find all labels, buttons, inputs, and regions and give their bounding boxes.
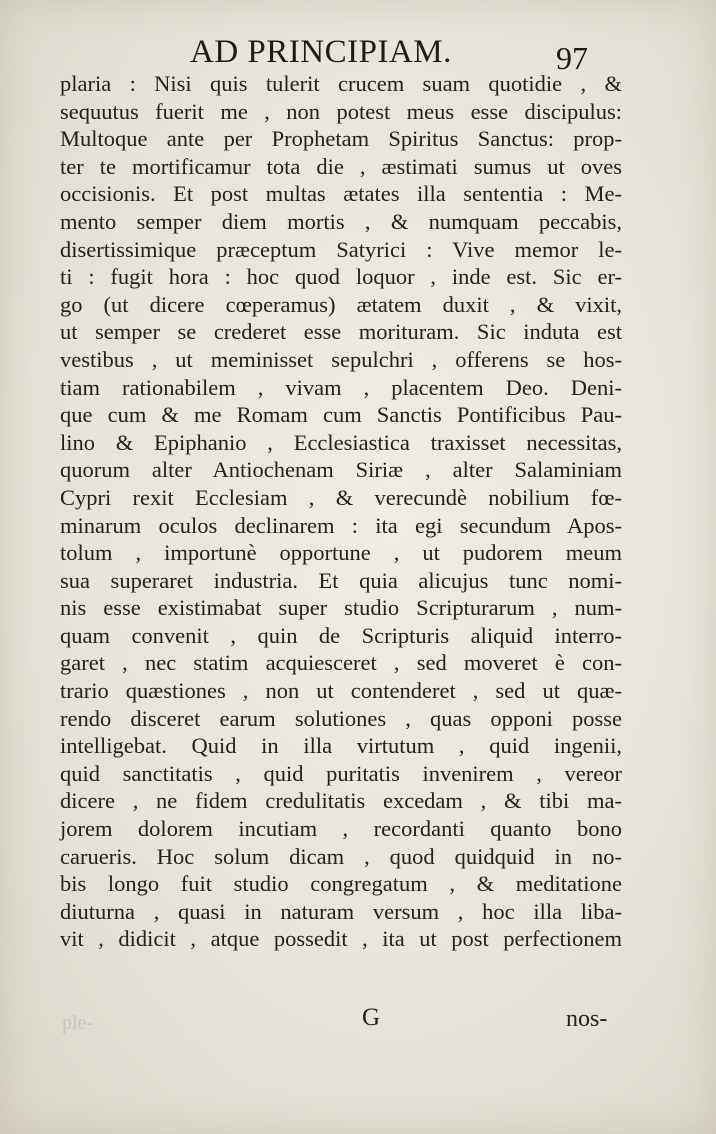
text-line: garet , nec statim acquiesceret , sed moveret è con- bbox=[60, 650, 622, 676]
text-line: carueris. Hoc solum dicam , quod quidquid in no- bbox=[60, 843, 622, 869]
text-line: quam convenit , quin de Scripturis aliquid interro- bbox=[60, 622, 622, 648]
text-line: tiam rationabilem , vivam , placentem Deo. Deni- bbox=[60, 374, 622, 400]
text-line: minarum oculos declinarem : ita egi secundum Apos- bbox=[60, 512, 622, 538]
text-line: sua superaret industria. Et quia alicujus tunc nomi- bbox=[60, 567, 622, 593]
text-line: tolum , importunè opportune , ut pudorem meum bbox=[60, 540, 622, 566]
text-line: mento semper diem mortis , & numquam peccabis, bbox=[60, 208, 622, 234]
text-line: Cypri rexit Ecclesiam , & verecundè nobilium fœ- bbox=[60, 484, 622, 510]
catchword: nos- bbox=[566, 1006, 608, 1032]
text-line: nis esse existimabat super studio Scripturarum , num- bbox=[60, 595, 622, 621]
running-head-title: AD PRINCIPIAM. bbox=[190, 34, 452, 70]
text-line: ti : fugit hora : hoc quod loquor , inde est. Sic er- bbox=[60, 264, 622, 290]
text-line: vestibus , ut meminisset sepulchri , offerens se hos- bbox=[60, 346, 622, 372]
text-line: occisionis. Et post multas ætates illa sententia : Me- bbox=[60, 181, 622, 207]
text-line: go (ut dicere cœperamus) ætatem duxit , & vixit, bbox=[60, 291, 622, 317]
text-line: quorum alter Antiochenam Siriæ , alter Salaminiam bbox=[60, 457, 622, 483]
bleed-through-text: ple- bbox=[62, 1012, 94, 1034]
text-line: que cum & me Romam cum Sanctis Pontificibus Pau- bbox=[60, 402, 622, 428]
text-line: bis longo fuit studio congregatum , & meditatione bbox=[60, 871, 622, 897]
text-line: quid sanctitatis , quid puritatis invenirem , vereor bbox=[60, 760, 622, 786]
text-line: plaria : Nisi quis tulerit crucem suam quotidie , & bbox=[60, 71, 622, 96]
page-number: 97 bbox=[556, 40, 588, 76]
text-line: vit , didicit , atque possedit , ita ut post perfectionem bbox=[60, 926, 622, 952]
text-line: lino & Epiphanio , Ecclesiastica traxisset necessitas, bbox=[60, 429, 622, 455]
text-line: trario quæstiones , non ut contenderet , sed ut quæ- bbox=[60, 678, 622, 704]
text-line: ter te mortificamur tota die , æstimati sumus ut oves bbox=[60, 153, 622, 179]
text-line: sequutus fuerit me , non potest meus esse discipulus: bbox=[60, 98, 622, 124]
text-line: intelligebat. Quid in illa virtutum , quid ingenii, bbox=[60, 733, 622, 759]
signature-mark: G bbox=[362, 1004, 381, 1031]
text-line: ut semper se crederet esse morituram. Sic induta est bbox=[60, 319, 622, 345]
text-line: rendo disceret earum solutiones , quas opponi posse bbox=[60, 705, 622, 731]
text-line: dicere , ne fidem credulitatis excedam , & tibi ma- bbox=[60, 788, 622, 814]
text-line: disertissimique præceptum Satyrici : Vive memor le- bbox=[60, 236, 622, 262]
text-line: diuturna , quasi in naturam versum , hoc illa liba- bbox=[60, 898, 622, 924]
body-text-block bbox=[60, 70, 622, 953]
text-line: jorem dolorem incutiam , recordanti quanto bono bbox=[60, 816, 622, 842]
text-line: Multoque ante per Prophetam Spiritus Sanctus: prop- bbox=[60, 126, 622, 152]
